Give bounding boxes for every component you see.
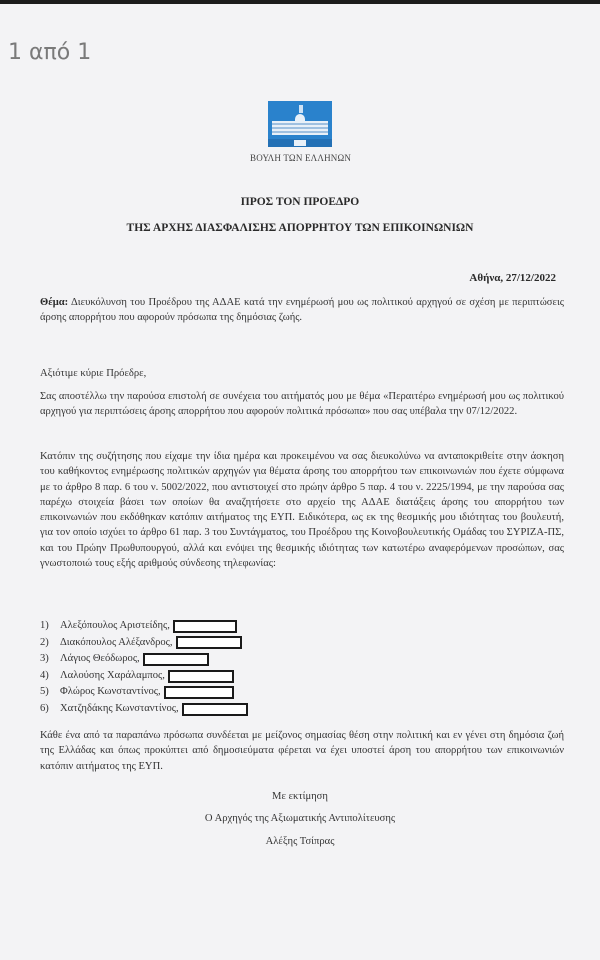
closing-regards: Με εκτίμηση	[272, 791, 328, 802]
subject-label: Θέμα:	[40, 297, 69, 308]
page-counter: 1 από 1	[8, 40, 92, 65]
letterhead-text: ΒΟΥΛΗ ΤΩΝ ΕΛΛΗΝΩΝ	[250, 153, 352, 163]
hellenic-parliament-logo-icon	[268, 101, 332, 147]
paragraph-2: Κατόπιν της συζήτησης που είχαμε την ίδια ημέρα και προκειμένου να σας διευκολύνω να ανταποκριθείτε στην άσκηση του καθήκοντος ενημέρωσης πολιτικών αρχηγών για θέματα άρσης του απορρήτου των επικοινωνιών που έχετε σύμφωνα με το άρθρο 8 παρ. 6 του ν. 5002/2022, που αντιστοιχεί στο πρώην άρθρο 5 παρ. 4 του ν. 2225/1994, με την παρούσα σας παρέχω στοιχεία βάσει των οποίων θα αναζητήσετε στο αρχείο της ΑΔΑΕ διατάξεις άρσης του απορρήτου των επικοινωνιών που εκδόθηκαν κατόπιν αιτήματος της ΕΥΠ. Ειδικότερα, ως εκ της θεσμικής μου ιδιότητας του βουλευτή, για τον οποίο ισχύει το άρθρο 61 παρ. 3 του Συντάγματος, του Προέδρου της Κοινοβουλευτικής Ομάδας του ΣΥΡΙΖΑ-ΠΣ, και του Πρώην Πρωθυπουργού, αλλά και ενόψει της θεσμικής ιδιότητας των κατωτέρω αναφερόμενων προσώπων, σας γνωστοποιώ τους εξής αριθμούς σύνδεσης τηλεφωνίας:	[40, 451, 564, 570]
closing-title: Ο Αρχηγός της Αξιωματικής Αντιπολίτευσης	[204, 813, 396, 824]
letterhead-logo	[250, 101, 352, 163]
paragraph-1: Σας αποστέλλω την παρούσα επιστολή σε συνέχεια του αιτήματός μου με θέμα «Περαιτέρω ενημέρωσή μου ως πολιτικού αρχηγού για περιπτώσεις άρσης απορρήτου που αφορούν πολιτικά πρόσωπα» που σας υπέβαλα την 07/12/2022.	[40, 391, 564, 418]
list-item: 1) Αλεξόπουλος Αριστείδης,	[40, 618, 248, 635]
redacted-phone-box	[176, 636, 242, 649]
list-item: 6) Χατζηδάκης Κωνσταντίνος,	[40, 701, 248, 718]
redacted-phone-box	[168, 670, 234, 683]
subject-text: Διευκόλυνση του Προέδρου της ΑΔΑΕ κατά την ενημέρωσή μου ως πολιτικού αρχηγού σε σχέση με περιπτώσεις άρσης απορρήτου που αφορούν πρόσωπα της δημόσιας ζωής.	[40, 297, 564, 324]
subject-line	[40, 295, 564, 326]
person-name: Λάγιος Θεόδωρος,	[60, 653, 140, 665]
list-item: 3) Λάγιος Θεόδωρος,	[40, 651, 248, 668]
persons-list	[40, 618, 248, 718]
redacted-phone-box	[173, 620, 237, 633]
person-name: Λαλούσης Χαράλαμπος,	[60, 669, 165, 681]
viewer-top-bar	[0, 0, 600, 4]
letter-date: Αθήνα, 27/12/2022	[469, 272, 556, 284]
addressee-line-1: ΠΡΟΣ ΤΟΝ ΠΡΟΕΔΡΟ	[240, 196, 360, 208]
redacted-phone-box	[143, 653, 209, 666]
person-name: Φλώρος Κωνσταντίνος,	[60, 686, 161, 698]
list-item: 2) Διακόπουλος Αλέξανδρος,	[40, 635, 248, 652]
addressee-line-2: ΤΗΣ ΑΡΧΗΣ ΔΙΑΣΦΑΛΙΣΗΣ ΑΠΟΡΡΗΤΟΥ ΤΩΝ ΕΠΙΚΟΙΝΩΝΙΩΝ	[126, 222, 474, 234]
person-name: Χατζηδάκης Κωνσταντίνος,	[60, 702, 179, 714]
salutation: Αξιότιμε κύριε Πρόεδρε,	[40, 368, 147, 379]
list-item: 4) Λαλούσης Χαράλαμπος,	[40, 668, 248, 685]
list-item: 5) Φλώρος Κωνσταντίνος,	[40, 684, 248, 701]
redacted-phone-box	[182, 703, 248, 716]
paragraph-3: Κάθε ένα από τα παραπάνω πρόσωπα συνδέεται με μείζονος σημασίας θέση στην πολιτική και εν γένει στη δημόσια ζωή της Ελλάδας και όπως προκύπτει από δημοσιεύματα φέρεται να έχει υποστεί άρση του απορρήτου των επικοινωνιών κατόπιν αιτήματος της ΕΥΠ.	[40, 730, 564, 772]
redacted-phone-box	[164, 686, 234, 699]
person-name: Διακόπουλος Αλέξανδρος,	[60, 636, 173, 648]
person-name: Αλεξόπουλος Αριστείδης,	[60, 620, 170, 631]
signature-name: Αλέξης Τσίπρας	[265, 836, 335, 847]
